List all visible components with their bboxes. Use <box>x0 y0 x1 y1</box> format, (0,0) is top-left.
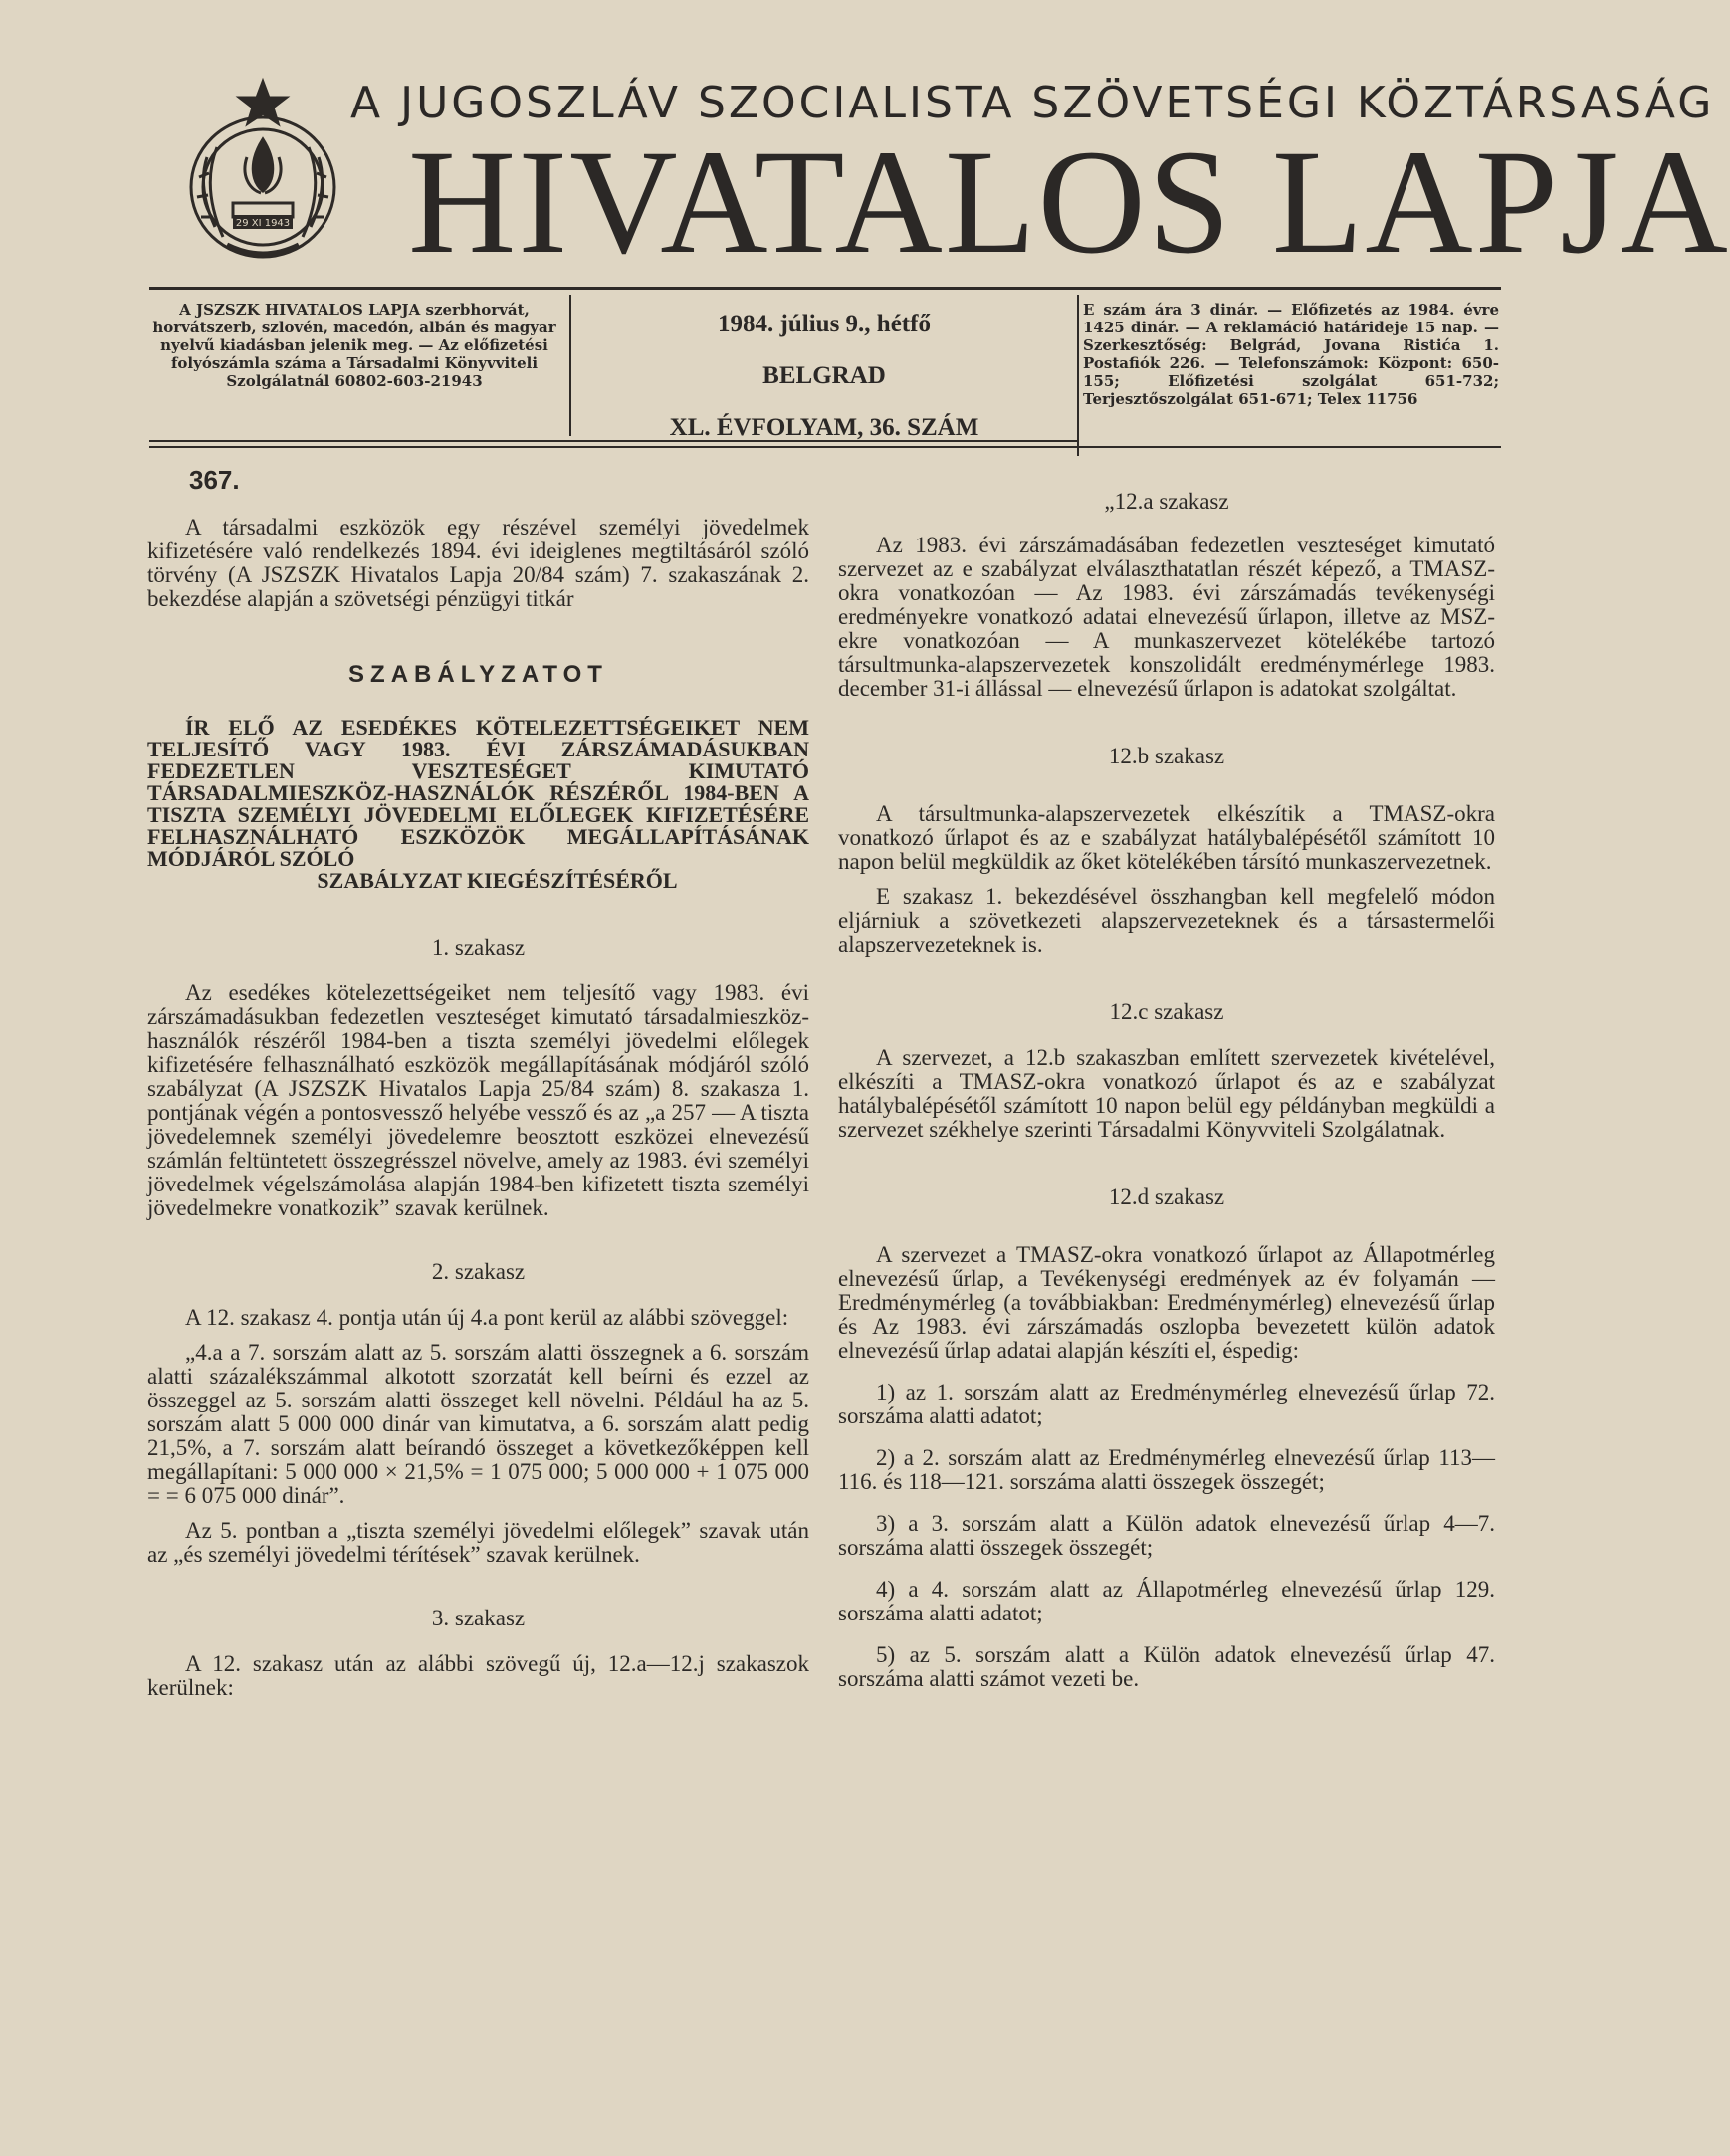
section-12d-title: 12.d szakasz <box>1108 1185 1225 1209</box>
section-3-paragraph: A 12. szakasz után az alábbi szövegű új, 12.a—12.j szakaszok kerülnek: <box>147 1651 809 1700</box>
regulation-heading: SZABÁLYZATOT <box>348 661 608 688</box>
section-2-paragraph-3: Az 5. pontban a „tiszta személyi jövedelmi előlegek” szavak után az „és személyi jövedelmi térítések” szavak kerülnek. <box>147 1518 809 1567</box>
emblem-date: 29 XI 1943 <box>235 218 291 229</box>
issue-city: BELGRAD <box>762 362 886 389</box>
document-number: 367. <box>189 465 240 495</box>
info-divider-right <box>1077 295 1079 456</box>
left-column <box>147 465 809 1700</box>
section-12d-paragraph: A szervezet a TMASZ-okra vonatkozó űrlapot az Állapotmérleg elnevezésű űrlap, a Tevékenységi eredmények az év folyamán — Eredménymérleg (a továbbiakban: Eredménymérleg) elnevezésű űrlap és Az 1983. évi zárszámadás oszlopba bevezetett külön adatok elnevezésű űrlap adatai alapján készíti el, éspedig: <box>838 1242 1495 1363</box>
issue-info <box>575 311 1073 466</box>
section-1-title: 1. szakasz <box>431 935 526 960</box>
section-12b-paragraph-2: E szakasz 1. bekezdésével összhangban kell megfelelő módon eljárniuk a szövetkezeti alapszervezeteknek és a társastermelői alapszervezeteknek is. <box>838 884 1495 957</box>
section-12d-item-4: 4) a 4. sorszám alatt az Állapotmérleg elnevezésű űrlap 129. sorszáma alatti adatot; <box>838 1577 1495 1625</box>
masthead-kicker: A JUGOSZLÁV SZOCIALISTA SZÖVETSÉGI KÖZTÁRSASÁG <box>350 78 1715 128</box>
section-12d-item-5: 5) az 5. sorszám alatt a Külön adatok elnevezésű űrlap 47. sorszáma alatti számot vezeti be. <box>838 1642 1495 1691</box>
section-2-paragraph-2: „4.a a 7. sorszám alatt az 5. sorszám alatti összegnek a 6. sorszám alatti százalékszámmal alkotott szorzatát kell beírni és ezzel az összeggel az 5. sorszám alatti összeget kell növelni. Például ha az 5. sorszám alatt 5 000 000 dinár van kimutatva, a 6. sorszám alatt pedig 21,5%, a 7. sorszám alatt beírandó összeget a következőképpen kell megállapítani: 5 000 000 × 21,5% = 1 075 000; 5 000 000 + 1 075 000 = = 6 075 000 dinár”. <box>147 1340 809 1508</box>
section-12c-paragraph: A szervezet, a 12.b szakaszban említett szervezetek kivételével, elkészíti a TMASZ-okra vonatkozó űrlapot és az e szabályzat hatálybalépésétől számított 10 napon belül egy példányban megküldi a szervezet székhelye szerinti Társadalmi Könyvviteli Szolgálatnak. <box>838 1045 1495 1142</box>
info-divider-left <box>569 295 571 436</box>
right-column <box>838 468 1495 1691</box>
state-emblem-icon <box>177 78 348 273</box>
section-2-paragraph-1: A 12. szakasz 4. pontja után új 4.a pont kerül az alábbi szöveggel: <box>185 1305 789 1330</box>
section-12d-item-3: 3) a 3. sorszám alatt a Külön adatok elnevezésű űrlap 4—7. sorszáma alatti összegek összegét; <box>838 1511 1495 1560</box>
issue-number: XL. ÉVFOLYAM, 36. SZÁM <box>669 414 979 441</box>
price-contact-info: E szám ára 3 dinár. — Előfizetés az 1984. évre 1425 dinár. — A reklamáció határideje 15 nap. — Szerkesztőség: Belgrád, Jovana Ristića 1. Postafiók 226. — Telefonszámok: Központ: 650-155; Előfizetési szolgálat 651-732; Terjesztőszolgálat 651-671; Telex 11756 <box>1083 301 1499 408</box>
regulation-subtitle-end: SZABÁLYZAT KIEGÉSZÍTÉSÉRŐL <box>317 868 678 893</box>
section-12a-title: „12.a szakasz <box>1104 489 1229 514</box>
section-1-paragraph: Az esedékes kötelezettségeiket nem teljesítő vagy 1983. évi zárszámadásukban fedezetlen veszteséget kimutató társadalmieszköz-használók részéről 1984-ben a tiszta személyi jövedelmi előlegek kifizetésére felhasználható eszközök megállapításának módjáról szóló szabályzat (A JSZSZK Hivatalos Lapja 25/84 szám) 8. szakasza 1. pontjának végén a pontosvessző helyébe vessző és az „a 257 — A tiszta jövedelemnek személyi jövedelemre beosztott eszközei elnevezésű számlán feltüntetett összegrésszel növelve, amely az 1983. évi személyi jövedelmek végelszámolása alapján 1984-ben kifizetett tiszta személyi jövedelmekre vonatkozik” szavak kerülnek. <box>147 980 809 1220</box>
publication-info: A JSZSZK HIVATALOS LAPJA szerbhorvát, horvátszerb, szlovén, macedón, albán és magyar nyelvű kiadásban jelenik meg. — Az előfizetési folyószámla száma a Társadalmi Könyvviteli Szolgálatnál 60802-603-21943 <box>152 301 556 390</box>
section-2-title: 2. szakasz <box>431 1259 526 1284</box>
intro-paragraph: A társadalmi eszközök egy részével személyi jövedelmek kifizetésére való rendelkezés 1894. évi ideiglenes megtiltásáról szóló törvény (A JSZSZK Hivatalos Lapja 20/84 szám) 7. szakaszának 2. bekezdése alapján a szövetségi pénzügyi titkár <box>147 515 809 611</box>
section-3-title: 3. szakasz <box>431 1606 526 1630</box>
section-12d-item-2: 2) a 2. sorszám alatt az Eredménymérleg elnevezésű űrlap 113—116. és 118—121. sorszáma alatti összegek összegét; <box>838 1445 1495 1494</box>
masthead-title: HIVATALOS LAPJA <box>408 119 1730 285</box>
regulation-subtitle: ÍR ELŐ AZ ESEDÉKES KÖTELEZETTSÉGEIKET NEM TELJESÍTŐ VAGY 1983. ÉVI ZÁRSZÁMADÁSUKBAN FEDEZETLEN VESZTESÉGET KIMUTATÓ TÁRSADALMIESZKÖZ-HASZNÁLÓK RÉSZÉRŐL 1984-BEN A TISZTA SZEMÉLYI JÖVEDELMI ELŐLEGEK KIFIZETÉSÉRE FELHASZNÁLHATÓ ESZKÖZÖK MEGÁLLAPÍTÁSÁNAK MÓDJÁRÓL SZÓLÓ <box>147 715 809 871</box>
section-12c-title: 12.c szakasz <box>1109 999 1224 1024</box>
section-12a-paragraph: Az 1983. évi zárszámadásában fedezetlen veszteséget kimutató szervezet az e szabályzat elválaszthatatlan részét képező, a TMASZ-okra vonatkozóan — Az 1983. évi zárszámadás tevékenységi eredményekre vonatkozó adatai elnevezésű űrlapon, illetve az MSZ-ekre vonatkozóan — A munkaszervezet kötelékébe tartozó társultmunka-alapszervezetek konszolidált eredménymérlege 1983. december 31-i állással — elnevezésű űrlapon is adatokat szolgáltat. <box>838 533 1495 701</box>
section-12b-title: 12.b szakasz <box>1108 744 1225 768</box>
section-12d-item-1: 1) az 1. sorszám alatt az Eredménymérleg elnevezésű űrlap 72. sorszáma alatti adatot; <box>838 1380 1495 1428</box>
masthead-rule-top <box>149 287 1501 290</box>
section-12b-paragraph-1: A társultmunka-alapszervezetek elkészítik a TMASZ-okra vonatkozó űrlapot és az e szabályzat hatálybalépésétől számított 10 napon belül megküldik az őket kötelékében társító munkaszervezetnek. <box>838 801 1495 874</box>
issue-date: 1984. július 9., hétfő <box>718 311 931 337</box>
